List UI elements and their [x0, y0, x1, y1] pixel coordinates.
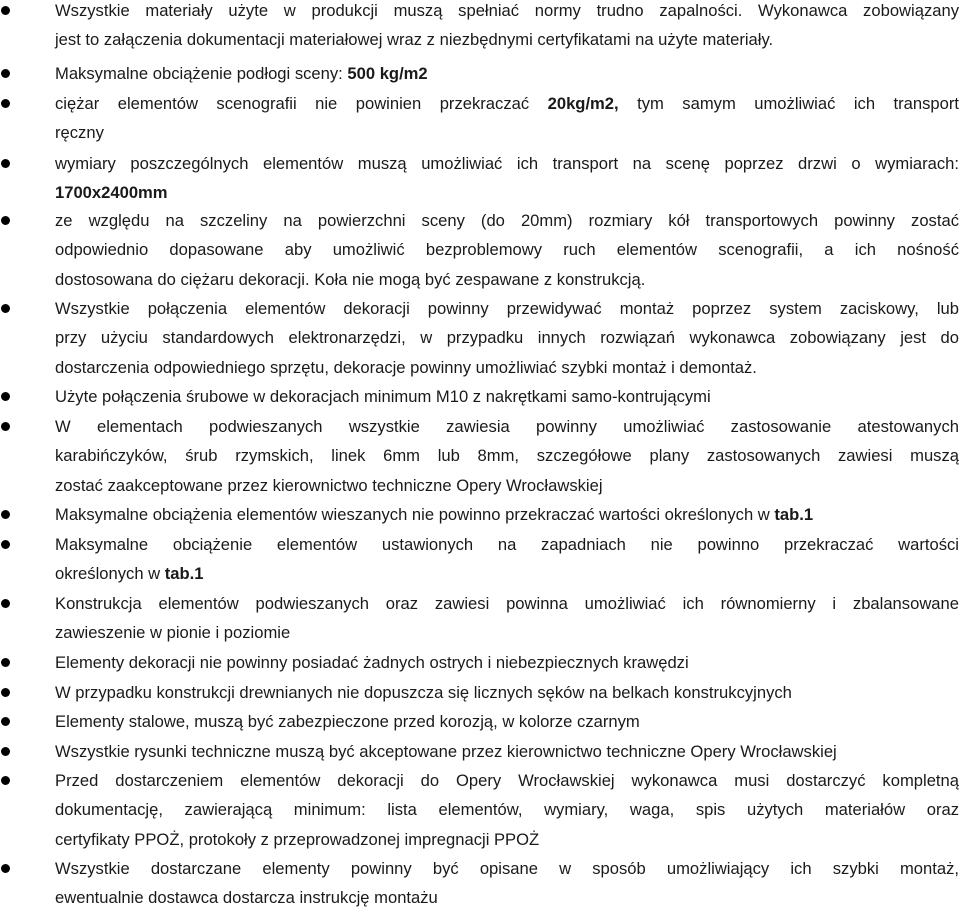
bullet-icon — [1, 510, 10, 519]
list-item-line: dokumentację, zawierającą minimum: lista elementów, wymiary, waga, spis użytych materiałów oraz — [55, 800, 959, 820]
list-item-line — [55, 564, 203, 588]
list-item-line: dostosowana do ciężaru dekoracji. Koła nie mogą być zespawane z konstrukcją. — [55, 269, 646, 289]
list-item-line: ręczny — [55, 123, 104, 143]
list-item-line: W przypadku konstrukcji drewnianych nie dopuszcza się licznych sęków na belkach konstrukcyjnych — [55, 683, 792, 702]
bullet-icon — [1, 717, 10, 726]
list-item-line — [55, 94, 959, 118]
bullet-icon — [1, 776, 10, 785]
bold-fragment: 500 kg/m2 — [347, 64, 428, 83]
list-item-line: Przed dostarczeniem elementów dekoracji do Opery Wrocławskiej wykonawca musi dostarczyć kompletną — [55, 771, 959, 790]
text-fragment: tym samym umożliwiać ich transport — [618, 94, 959, 113]
list-item-line: ze względu na szczeliny na powierzchni sceny (do 20mm) rozmiary kół transportowych powinny zostać — [55, 211, 959, 230]
list-item-line: Wszystkie materiały użyte w produkcji muszą spełniać normy trudno zapalności. Wykonawca zobowiązany — [55, 1, 959, 20]
bullet-icon — [1, 688, 10, 697]
text-fragment: Maksymalne obciążenia elementów wieszanych nie powinno przekraczać wartości określonych w — [55, 505, 775, 524]
list-item-line: jest to załączenia dokumentacji materiałowej wraz z niezbędnymi certyfikatami na użyte materiały. — [55, 30, 774, 50]
bold-fragment: 20kg/m2, — [547, 94, 619, 113]
text-fragment: ciężar elementów scenografii nie powinien przekraczać — [55, 94, 548, 113]
bullet-icon — [1, 6, 10, 15]
list-item-line: karabińczyków, śrub rzymskich, linek 6mm lub 8mm, szczegółowe plany zastosowanych zawiesi muszą — [55, 446, 959, 466]
list-item-line: ewentualnie dostawca dostarcza instrukcję montażu — [55, 888, 438, 908]
list-item-line — [55, 183, 168, 207]
list-item-line: zostać zaakceptowane przez kierownictwo techniczne Opery Wrocławskiej — [55, 475, 603, 495]
bullet-icon — [1, 864, 10, 873]
list-item-line: Elementy dekoracji nie powinny posiadać żadnych ostrych i niebezpiecznych krawędzi — [55, 653, 689, 672]
list-item-line: Użyte połączenia śrubowe w dekoracjach minimum M10 z nakrętkami samo-kontrującymi — [55, 387, 711, 406]
list-item-line: certyfikaty PPOŻ, protokoły z przeprowadzonej impregnacji PPOŻ — [55, 829, 540, 849]
list-item-line: Wszystkie połączenia elementów dekoracji powinny przewidywać montaż poprzez system zaciskowy, lub — [55, 299, 959, 318]
list-item-line: Elementy stalowe, muszą być zabezpieczone przed korozją, w kolorze czarnym — [55, 712, 640, 731]
bullet-icon — [1, 540, 10, 549]
bullet-icon — [1, 658, 10, 667]
list-item-line: zawieszenie w pionie i poziomie — [55, 623, 291, 643]
list-item-line: Wszystkie dostarczane elementy powinny być opisane w sposób umożliwiający ich szybki montaż, — [55, 859, 959, 878]
list-item-line: przy użyciu standardowych elektronarzędzi, w przypadku innych rozwiązań wykonawca zobowiązany jest do — [55, 328, 959, 348]
bullet-icon — [1, 392, 10, 401]
list-item-line: wymiary poszczególnych elementów muszą umożliwiać ich transport na scenę poprzez drzwi o wymiarach: — [55, 154, 959, 173]
list-item-line: Wszystkie rysunki techniczne muszą być akceptowane przez kierownictwo techniczne Opery Wrocławskiej — [55, 742, 837, 761]
list-item-line: dostarczenia odpowiedniego sprzętu, dekoracje powinny umożliwiać szybki montaż i demontaż. — [55, 357, 757, 377]
list-item-line — [55, 64, 428, 88]
bullet-icon — [1, 747, 10, 756]
list-item-line: W elementach podwieszanych wszystkie zawiesia powinny umożliwiać zastosowanie atestowanych — [55, 417, 959, 436]
text-fragment: określonych w — [55, 564, 165, 584]
bold-fragment: 1700x2400mm — [55, 183, 168, 203]
bullet-icon — [1, 159, 10, 168]
list-item-line — [55, 505, 813, 529]
list-item-line: Maksymalne obciążenie elementów ustawionych na zapadniach nie powinno przekraczać wartości — [55, 535, 959, 554]
bullet-icon — [1, 69, 10, 78]
text-fragment: Maksymalne obciążenie podłogi sceny: — [55, 64, 348, 83]
bullet-icon — [1, 304, 10, 313]
bullet-icon — [1, 422, 10, 431]
bold-fragment: tab.1 — [774, 505, 814, 524]
bullet-icon — [1, 599, 10, 608]
bullet-icon — [1, 216, 10, 225]
bullet-icon — [1, 99, 10, 108]
list-item-line: Konstrukcja elementów podwieszanych oraz zawiesi powinna umożliwiać ich równomierny i zbalansowane — [55, 594, 959, 613]
list-item-line: odpowiednio dopasowane aby umożliwić bezproblemowy ruch elementów scenografii, a ich nośność — [55, 240, 959, 260]
bold-fragment: tab.1 — [164, 564, 204, 584]
